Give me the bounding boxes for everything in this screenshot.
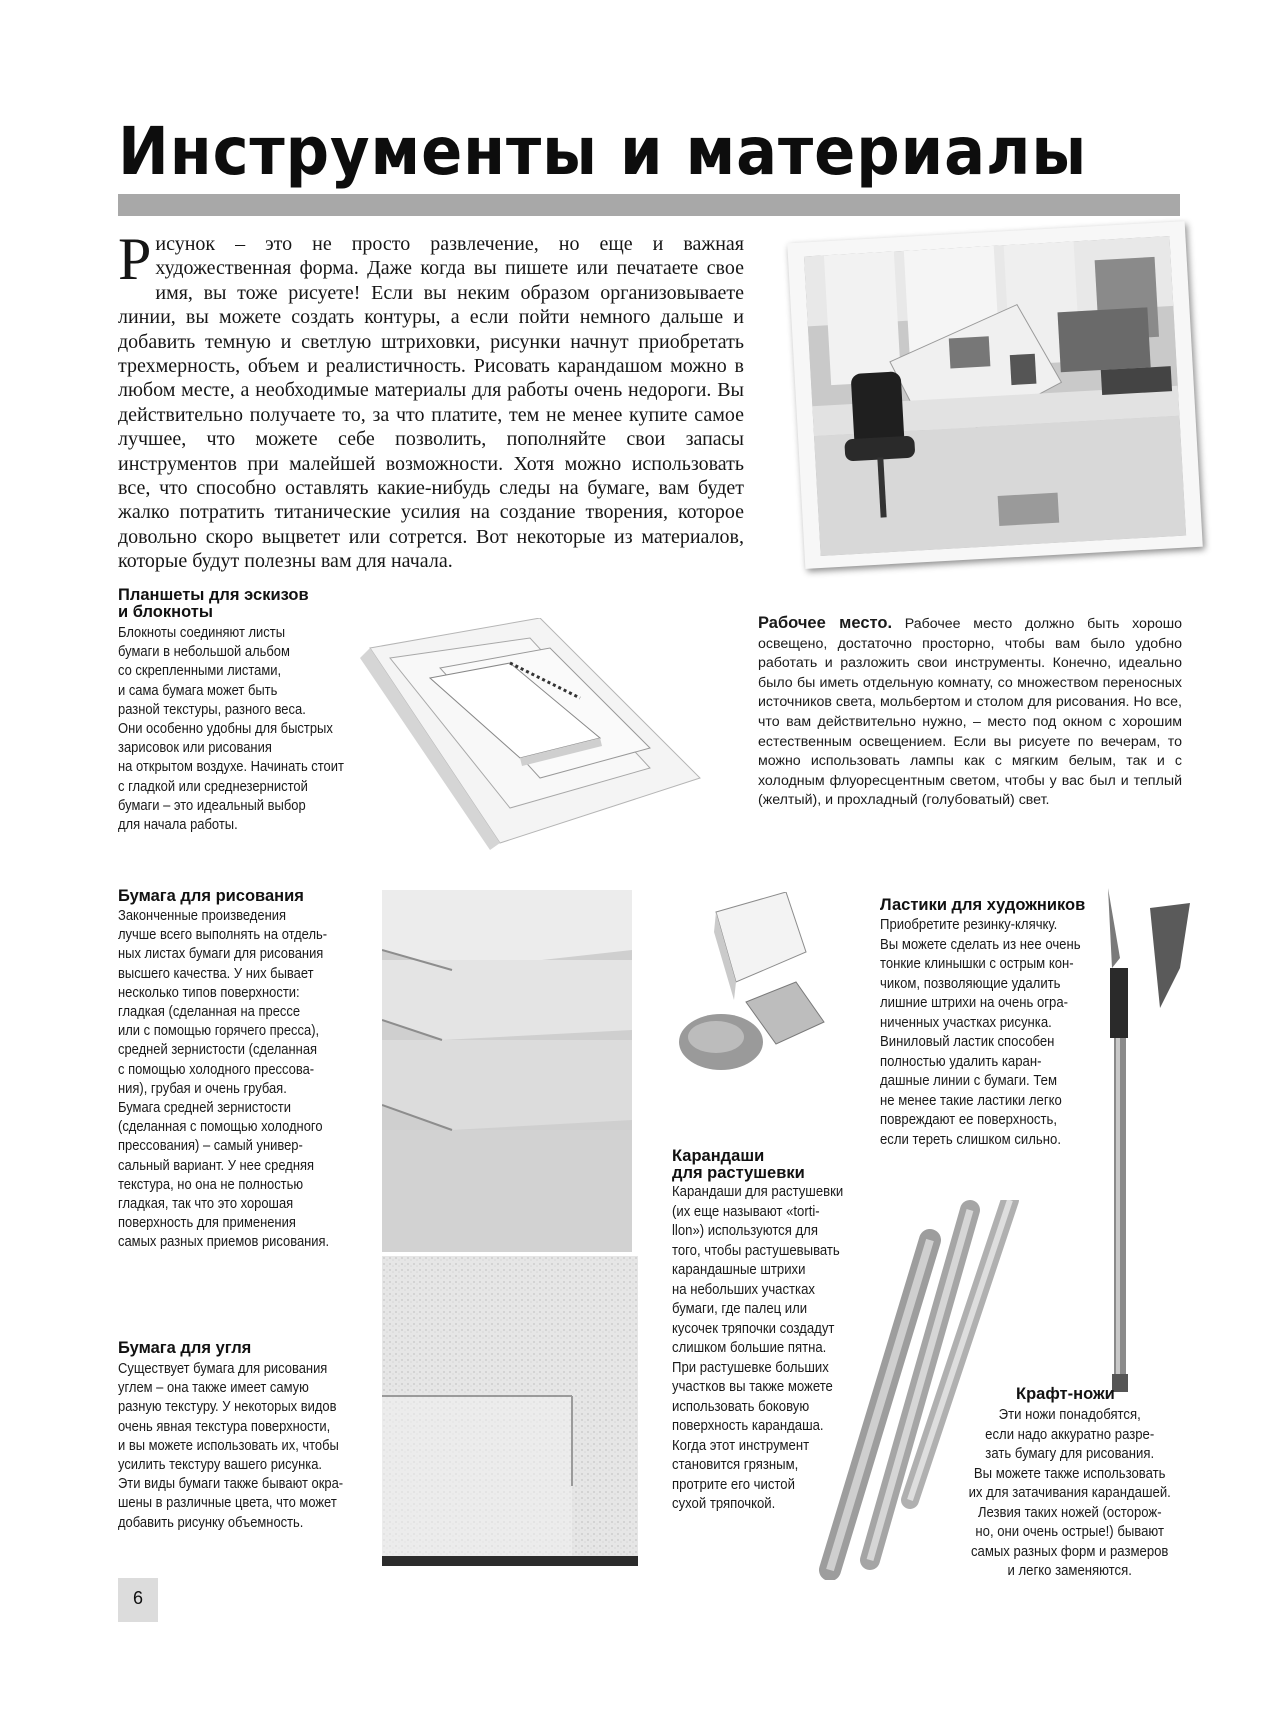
text-line: полностью удалить каран- (880, 1053, 1042, 1070)
text-line: бумаги в небольшой альбом (118, 644, 290, 661)
erasers-text (880, 916, 1087, 1150)
charcoal-paper-image (382, 1256, 638, 1566)
text-line: участков вы также можете (672, 1379, 833, 1395)
text-line: разной текстуры, разного веса. (118, 701, 306, 718)
text-line: и вы можете использовать их, чтобы (118, 1437, 339, 1454)
craft-knife-image (1090, 888, 1200, 1396)
text-line: средней зернистости (сделанная (118, 1042, 318, 1059)
text-line: прессования) – самый универ- (118, 1138, 303, 1155)
text-line: Когда этот инструмент (672, 1437, 810, 1454)
workplace-heading: Рабочее место. (758, 614, 893, 632)
text-line: ния), грубая и очень грубая. (118, 1080, 287, 1097)
text-line: чиком, позволяющие удалить (880, 975, 1061, 992)
text-line: зать бумагу для рисования. (985, 1446, 1155, 1462)
sketchpads-heading (118, 587, 309, 621)
text-line: несколько типов поверхности: (118, 984, 300, 1001)
text-line: Эти виды бумаги также бывают окра- (118, 1476, 344, 1493)
text-line: на открытом воздухе. Начинать стоит (118, 759, 344, 776)
text-line: Вы можете также использовать (973, 1465, 1166, 1482)
text-line: гладкая (сделанная на прессе (118, 1004, 301, 1021)
text-line: llon») используются для (672, 1223, 818, 1239)
text-line: на небольших участках (672, 1281, 815, 1298)
text-line: очень явная текстура поверхности, (118, 1418, 331, 1435)
text-line: Блокноты соединяют листы (118, 625, 286, 641)
text-line: протрите его чистой (672, 1476, 795, 1493)
text-line: Карандаши для растушевки (672, 1184, 844, 1200)
stumps-heading-line2: для растушевки (672, 1164, 805, 1182)
text-line: и сама бумага может быть (118, 682, 278, 699)
text-line: со скрепленными листами, (118, 663, 282, 680)
workplace-text (758, 614, 1182, 811)
text-line: усилить текстуру вашего рисунка. (118, 1457, 323, 1474)
text-line: дашные линии с бумаги. Тем (880, 1073, 1057, 1089)
text-line: если надо аккуратно разре- (985, 1426, 1155, 1443)
text-line: Они особенно удобны для быстрых (118, 721, 333, 738)
text-line: или с помощью горячего пресса), (118, 1023, 320, 1040)
page-number-box (118, 1578, 158, 1622)
text-line: лучше всего выполнять на отдель- (118, 927, 328, 944)
drawing-paper-text (118, 907, 354, 1253)
text-line: поверхность карандаша. (672, 1418, 824, 1434)
title-underline-bar (118, 194, 1180, 216)
text-line: Виниловый ластик способен (880, 1034, 1055, 1050)
text-line: Вы можете сделать из нее очень (880, 936, 1081, 953)
sketchpads-image (350, 618, 710, 850)
text-line: поверхность для применения (118, 1215, 296, 1232)
text-line: гладкая, так что это хорошая (118, 1196, 294, 1213)
text-line: добавить рисунку объемность. (118, 1514, 304, 1531)
text-line: (сделанная с помощью холодного (118, 1119, 323, 1136)
text-line: разную текстуру. У некоторых видов (118, 1399, 337, 1416)
workplace-body: Рабочее место должно быть хорошо освещено, достаточно просторно, чтобы вам было удобно работать и разложить свои инструменты. Конечно, идеально было бы иметь отдельную комнату, со множеством переносных источников света, мольбертом и столом для рисования. Но все, что вам действительно нужно, – место под окном с хорошим естественным освещением. Если вы рисуете по вечерам, то можно использовать лампы как с мягким белым, так и с холодным флуоресцентным светом, чтобы у вас был и теплый (желтый), и прохладный (голубоватый) свет. (758, 616, 1182, 809)
text-line: и легко заменяются. (1007, 1563, 1132, 1579)
workspace-photo-image (804, 236, 1186, 556)
text-line: с помощью холодного прессова- (118, 1061, 315, 1078)
text-line: повреждают ее поверхность, (880, 1112, 1058, 1128)
text-line: того, чтобы растушевывать (672, 1242, 840, 1259)
text-line: самых разных приемов рисования. (118, 1234, 330, 1251)
text-line: Бумага средней зернистости (118, 1100, 291, 1117)
craft-knives-heading: Крафт-ножи (1016, 1385, 1115, 1403)
text-line: тонкие клинышки с острым кон- (880, 956, 1074, 972)
drawing-paper-image (382, 890, 632, 1252)
text-line: использовать боковую (672, 1398, 810, 1415)
text-line: Эти ножи понадобятся, (998, 1407, 1141, 1423)
charcoal-paper-text (118, 1360, 359, 1533)
text-line: самых разных форм и размеров (970, 1543, 1169, 1560)
text-line: слишком большие пятна. (672, 1340, 827, 1356)
text-line: углем – она также имеет самую (118, 1380, 309, 1397)
text-line: Законченные произведения (118, 908, 286, 924)
text-line: но, они очень острые!) бывают (975, 1524, 1165, 1540)
page-number: 6 (132, 1588, 143, 1608)
stumps-heading (672, 1148, 805, 1182)
text-line: Приобретите резинку-клячку. (880, 917, 1058, 933)
text-line: ниченных участках рисунка. (880, 1014, 1052, 1031)
text-line: При растушевке больших (672, 1359, 829, 1376)
text-line: текстура, но она не полностью (118, 1176, 304, 1193)
text-line: кусочек тряпочки создадут (672, 1320, 835, 1337)
craft-knives-text (968, 1406, 1171, 1582)
charcoal-paper-heading: Бумага для угля (118, 1339, 252, 1357)
text-line: лишние штрихи на очень огра- (880, 995, 1069, 1011)
text-line: Существует бумага для рисования (118, 1361, 328, 1377)
workspace-photo (787, 221, 1203, 569)
erasers-heading: Ластики для художников (880, 896, 1086, 914)
text-line: карандашные штрихи (672, 1262, 806, 1278)
page-title: Инструменты и материалы (118, 113, 1088, 190)
text-line: их для затачивания карандашей. (968, 1485, 1171, 1501)
text-line: Лезвия таких ножей (осторож- (977, 1504, 1162, 1521)
text-line: зарисовок или рисования (118, 740, 272, 757)
text-line: не менее такие ластики легко (880, 1092, 1062, 1109)
sketchpads-heading-line1: Планшеты для эскизов (118, 586, 309, 604)
text-line: бумаги, где палец или (672, 1301, 808, 1317)
intro-paragraph (118, 226, 744, 574)
erasers-image (676, 892, 854, 1090)
sketchpads-heading-line2: и блокноты (118, 603, 213, 621)
sketchpads-text (118, 624, 379, 835)
text-line: если тереть слишком сильно. (880, 1131, 1061, 1148)
intro-dropcap: Р (118, 226, 152, 292)
text-line: ных листах бумаги для рисования (118, 946, 324, 963)
text-line: для начала работы. (118, 817, 238, 834)
text-line: становится грязным, (672, 1457, 799, 1473)
text-line: (их еще называют «torti- (672, 1203, 820, 1220)
text-line: сальный вариант. У нее средняя (118, 1157, 315, 1174)
text-line: бумаги – это идеальный выбор (118, 797, 306, 814)
text-line: шены в различные цвета, что может (118, 1495, 337, 1512)
intro-text: исунок – это не просто развлечение, но еще и важная художественная форма. Даже когда вы пишете или печатаете свое имя, вы тоже рисуете! Если вы неким образом организовываете линии, вы можете создать контуры, а если пойти немного дальше и добавить темную и светлую штриховки, рисунки начнут приобретать трехмерность, объем и реалистичность. Рисовать карандашом можно в любом месте, а необходимые материалы для работы очень недороги. Вы действительно получаете то, за что платите, тем не менее купите самое лучшее, что можете себе позволить, пополняйте свои запасы инструментов при малейшей возможности. Хотя можно использовать все, что способно оставлять какие-нибудь следы на бумаге, вам будет жалко потратить титанические усилия на создание творения, которое довольно скоро выцветет или сотрется. Вот некоторые из материалов, которые будут полезны вам для начала. (118, 233, 744, 573)
drawing-paper-heading: Бумага для рисования (118, 887, 304, 905)
text-line: с гладкой или среднезернистой (118, 778, 308, 795)
text-line: сухой тряпочкой. (672, 1496, 776, 1512)
text-line: высшего качества. У них бывает (118, 965, 314, 982)
stumps-heading-line1: Карандаши (672, 1147, 765, 1165)
